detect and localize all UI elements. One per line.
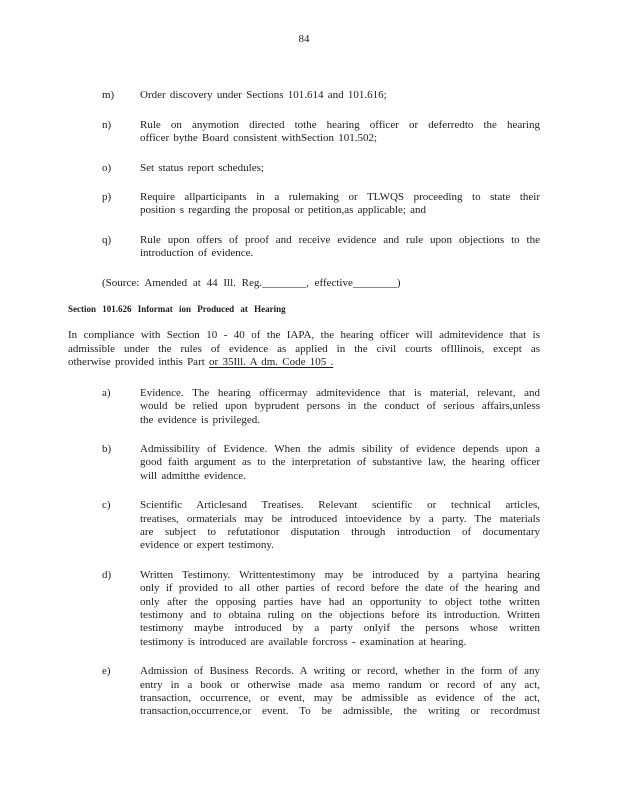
source-note: (Source: Amended at 44 Ill. Reg.________, effective________) [102, 276, 401, 289]
provision-item-q [102, 234, 540, 261]
intro-line: admissible under the rules of evidence as applied in the civil courts ofIllinois, except as [68, 342, 540, 355]
provision-text [140, 119, 540, 146]
subsection-line: transaction,occurrence,or event. To be admissible, the writing or recordmust [140, 705, 540, 718]
subsection-line: treatises, ormaterials may be introduced intoevidence by a party. The materials [140, 512, 540, 525]
provision-line: Require allparticipants in a rulemaking or TLWQS proceeding to state their [140, 191, 540, 204]
provision-line: Rule on anymotion directed tothe hearing officer or deferredto the hearing [140, 118, 540, 131]
subsection-line: are subject to refutationor disputation through introduction of documentary [140, 525, 540, 538]
subsection-line: Evidence. The hearing officermay admitevidence that is material, relevant, and [140, 386, 540, 399]
subsection-item-e [102, 665, 540, 719]
provision-label: o) [102, 161, 112, 174]
subsection-item-b [102, 443, 540, 483]
provision-item-p [102, 191, 540, 218]
intro-line-prefix: otherwise provided inthis Part [68, 356, 210, 369]
subsection-text [140, 569, 540, 649]
provision-text [140, 89, 540, 102]
subsection-text [140, 499, 540, 553]
subsection-line: testimony maybe introduced by a party onlyif the persons whose written [140, 622, 540, 635]
intro-paragraph [68, 329, 540, 369]
provision-line: Rule upon offers of proof and receive evidence and rule upon objections to the [140, 233, 540, 246]
subsection-item-c [102, 499, 540, 553]
subsection-line: will admitthe evidence. [140, 469, 246, 482]
provision-label: n) [102, 118, 112, 131]
subsection-item-a [102, 387, 540, 427]
subsection-label: b) [102, 442, 112, 455]
subsection-line: Admission of Business Records. A writing or record, whether in the form of any [140, 665, 540, 678]
subsection-line: the evidence is privileged. [140, 413, 260, 426]
section-heading: Section 101.626 Informat ion Produced at Hearing [68, 304, 286, 315]
subsection-line: only if provided to all other parties of record before the date of the hearing and [140, 582, 540, 595]
subsection-line: transaction, occurrence, or event, may be admissible as evidence of the act, [140, 692, 540, 704]
page-number: 84 [298, 33, 310, 45]
provision-text [140, 234, 540, 261]
provision-text [140, 191, 540, 218]
subsection-line: entry in a book or otherwise made asa memo randum or record of any act, [140, 678, 540, 691]
subsection-label: e) [102, 665, 111, 678]
subsection-line: good faith argument as to the interpretation of substantive law, the hearing officer [140, 456, 540, 469]
provision-line: position s regarding the proposal or petition,as applicable; and [140, 204, 427, 217]
subsection-line: only after the opposing parties have had an opportunity to object tothe written [140, 595, 540, 608]
provision-line: officer bythe Board consistent withSection 101.502; [140, 132, 378, 145]
subsection-item-d [102, 569, 540, 649]
provision-line: Set status report schedules; [140, 161, 264, 174]
provision-item-n [102, 119, 540, 146]
intro-line: In compliance with Section 10 - 40 of the IAPA, the hearing officer will admitevidence that is [68, 329, 540, 342]
provision-line: Order discovery under Sections 101.614 and 101.616; [140, 89, 387, 102]
subsection-label: d) [102, 568, 112, 581]
subsection-text [140, 665, 540, 719]
provision-text [140, 162, 540, 175]
provision-line: introduction of evidence. [140, 247, 254, 260]
provision-label: m) [102, 89, 115, 102]
subsection-label: a) [102, 386, 111, 399]
subsection-line: testimony is introduced are available forcross - examination at hearing. [140, 635, 467, 648]
subsection-text [140, 387, 540, 427]
subsection-line: evidence or expert testimony. [140, 539, 274, 552]
intro-line [68, 356, 540, 369]
subsection-line: Written Testimony. Writtentestimony may be introduced by a partyina hearing [140, 568, 540, 581]
subsection-text [140, 443, 540, 483]
provision-label: p) [102, 191, 112, 204]
subsection-label: c) [102, 499, 111, 512]
provision-label: q) [102, 233, 112, 246]
subsection-line: Admissibility of Evidence. When the admis sibility of evidence depends upon a [140, 442, 540, 455]
subsection-line: would be relied upon byprudent persons in the conduct of serious affairs,unless [140, 400, 540, 413]
provision-item-m [102, 89, 540, 102]
admin-code-citation: or 35Ill. A dm. Code 105 . [209, 356, 334, 369]
provision-item-o [102, 162, 540, 175]
subsection-line: Scientific Articlesand Treatises. Relevant scientific or technical articles, [140, 499, 540, 512]
subsection-line: testimony and to obtaina ruling on the objections before its introduction. Written [140, 608, 540, 621]
